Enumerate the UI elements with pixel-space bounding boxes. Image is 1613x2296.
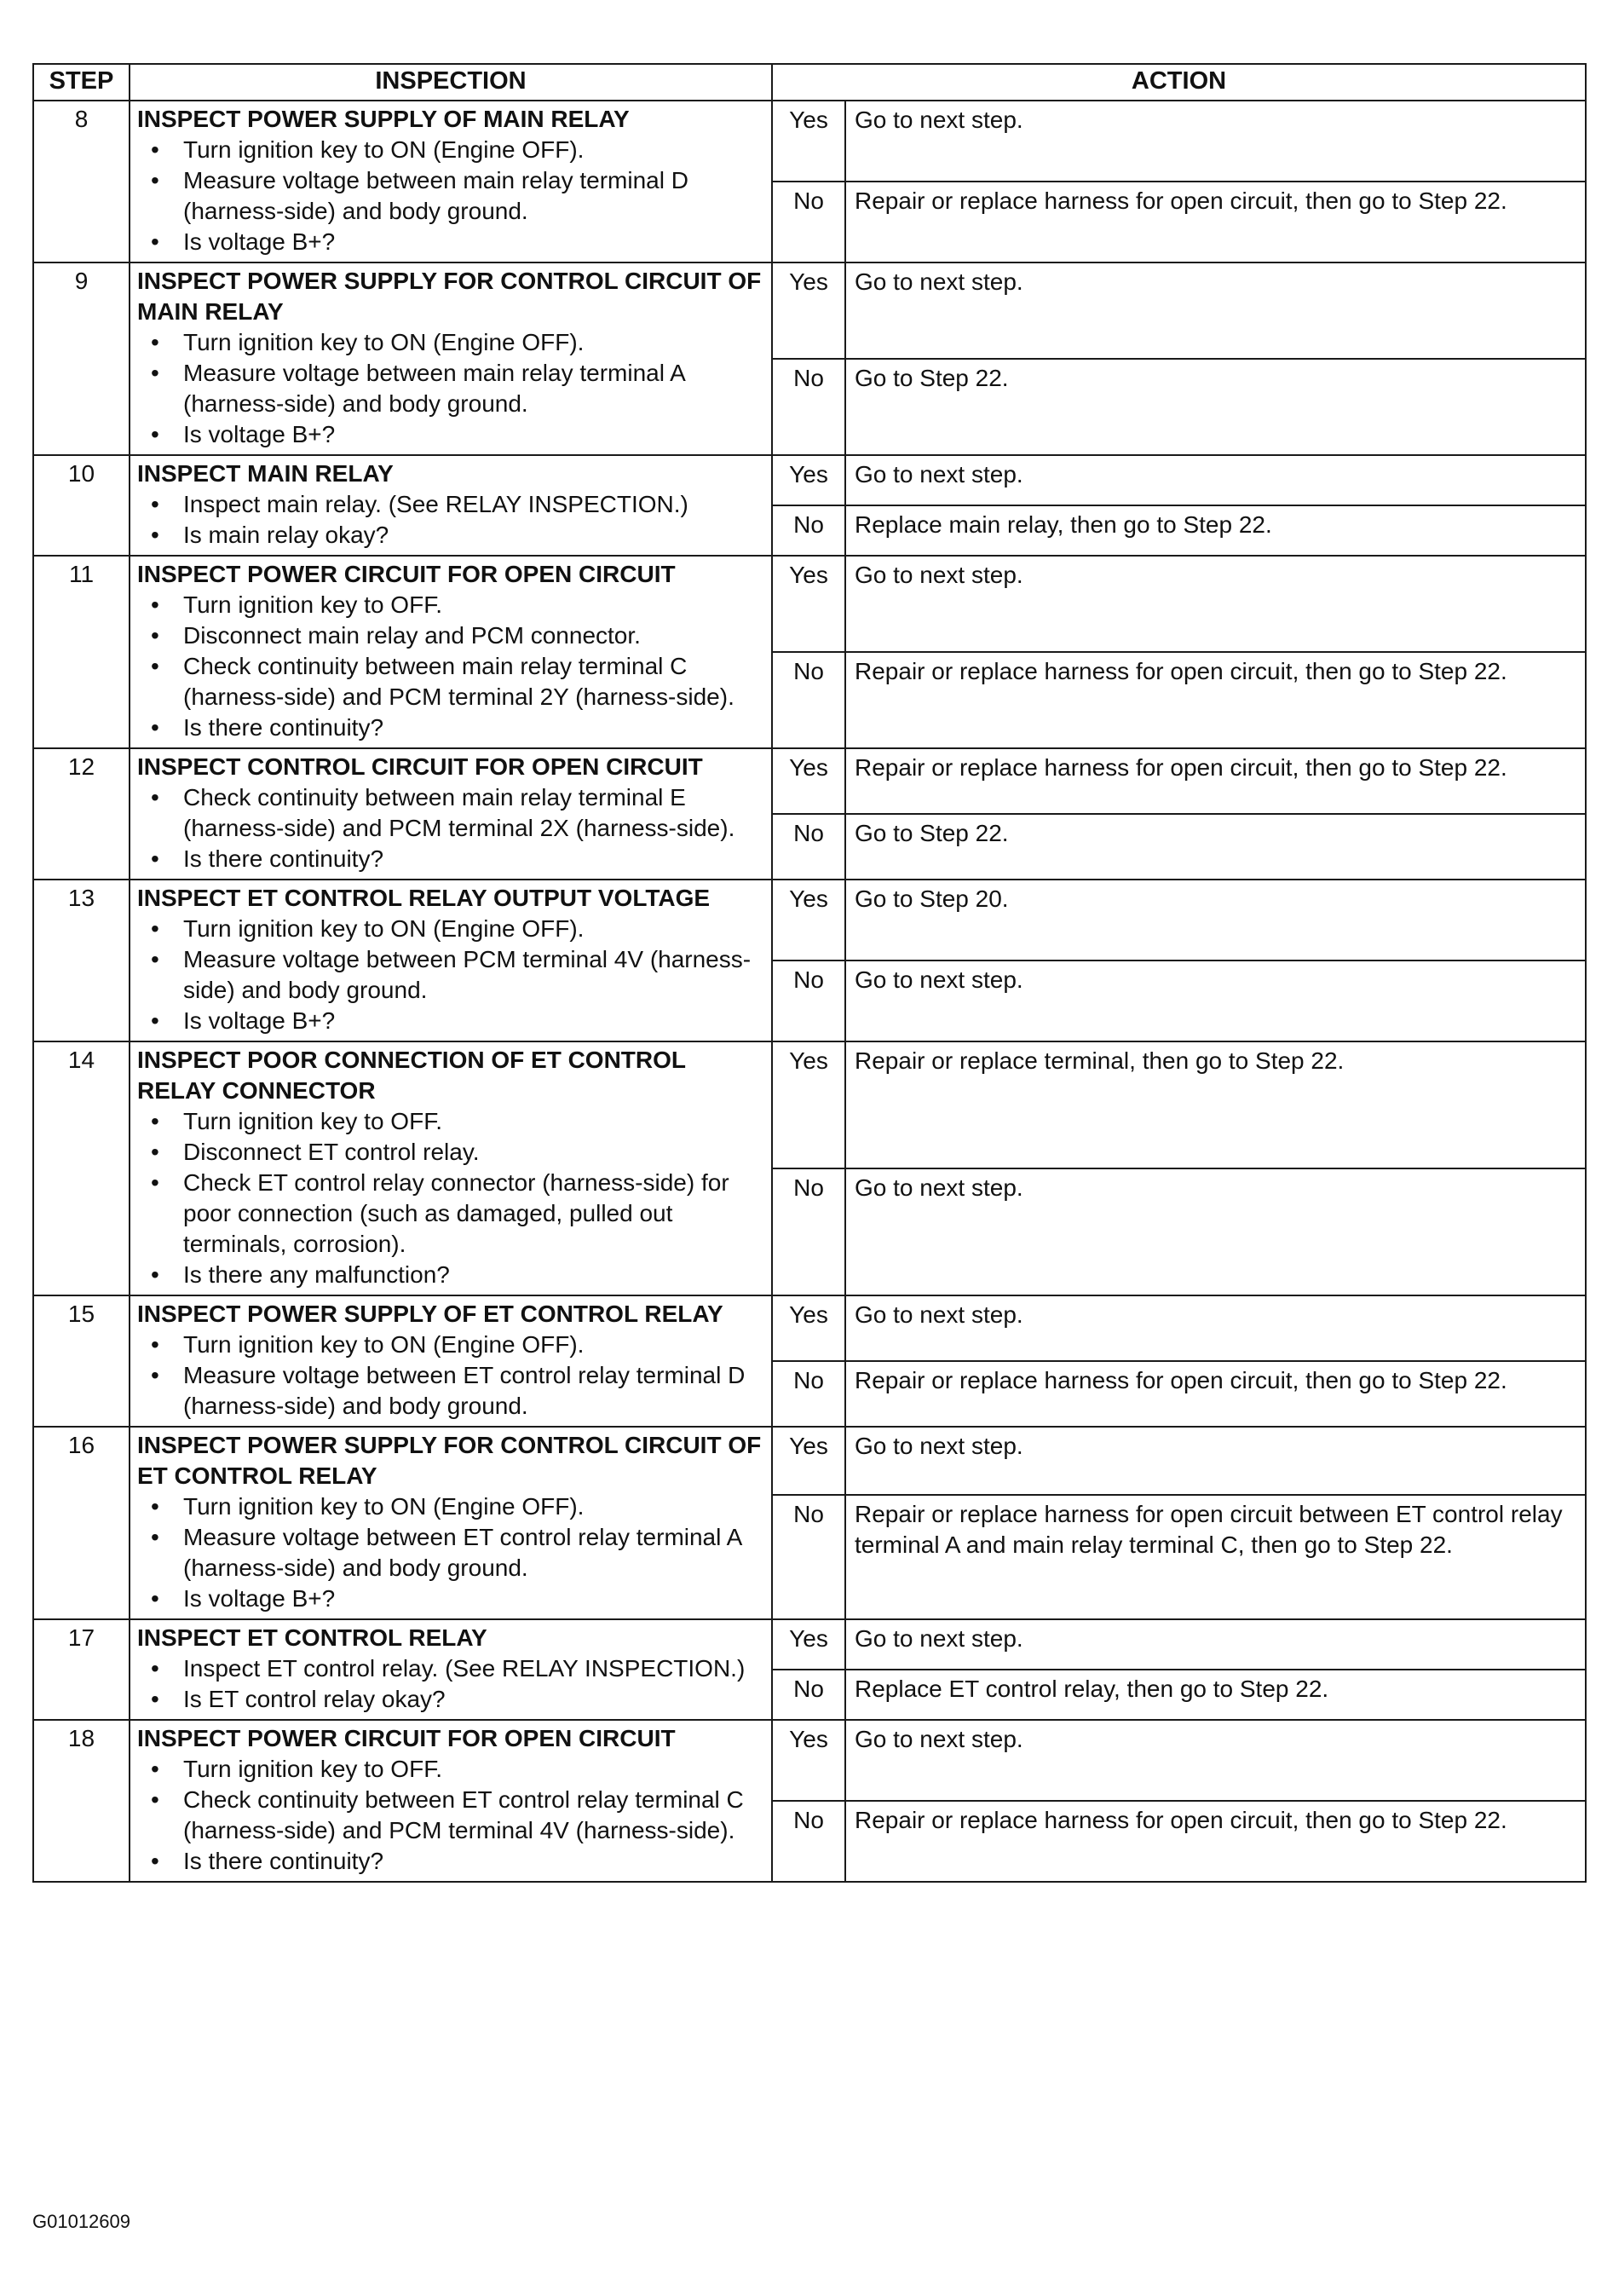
inspection-title: INSPECT POOR CONNECTION OF ET CONTROL RELAY CONNECTOR	[137, 1047, 686, 1104]
no-label: No	[772, 1168, 845, 1295]
no-action: Repair or replace harness for open circuit, then go to Step 22.	[845, 182, 1586, 262]
inspection-bullets	[137, 135, 764, 257]
inspection-bullet: • Is voltage B+?	[137, 1584, 764, 1614]
no-label: No	[772, 1495, 845, 1619]
inspection-cell	[130, 1427, 772, 1619]
yes-action: Go to next step.	[845, 1619, 1586, 1670]
table-row	[33, 1720, 1586, 1801]
yes-label: Yes	[772, 1295, 845, 1361]
inspection-cell	[130, 556, 772, 748]
inspection-sheet	[32, 63, 1585, 1883]
inspection-bullet: • Is main relay okay?	[137, 520, 764, 551]
no-action: Replace main relay, then go to Step 22.	[845, 505, 1586, 556]
inspection-bullet: • Is there continuity?	[137, 844, 764, 874]
inspection-bullet: • Is there continuity?	[137, 712, 764, 743]
inspection-title: INSPECT POWER CIRCUIT FOR OPEN CIRCUIT	[137, 1725, 676, 1751]
table-row	[33, 262, 1586, 359]
inspection-bullets	[137, 590, 764, 743]
inspection-title: INSPECT MAIN RELAY	[137, 460, 394, 487]
inspection-title: INSPECT POWER SUPPLY OF ET CONTROL RELAY	[137, 1301, 723, 1327]
table-row	[33, 1619, 1586, 1670]
inspection-title: INSPECT ET CONTROL RELAY	[137, 1624, 487, 1651]
no-action: Repair or replace harness for open circuit, then go to Step 22.	[845, 652, 1586, 748]
table-row	[33, 101, 1586, 182]
no-label: No	[772, 1801, 845, 1882]
inspection-bullet: • Measure voltage between ET control relay terminal D (harness-side) and body ground.	[137, 1360, 764, 1422]
table-row	[33, 880, 1586, 961]
inspection-bullet: • Inspect main relay. (See RELAY INSPECTION.)	[137, 489, 764, 520]
yes-label: Yes	[772, 455, 845, 505]
inspection-bullets	[137, 327, 764, 450]
step-header: STEP	[33, 64, 130, 101]
no-label: No	[772, 1361, 845, 1427]
step-number: 17	[33, 1619, 130, 1720]
inspection-bullet: • Check ET control relay connector (harness-side) for poor connection (such as damaged, pulled out terminals, corrosion).	[137, 1168, 764, 1260]
yes-label: Yes	[772, 1427, 845, 1495]
yes-label: Yes	[772, 880, 845, 961]
inspection-cell	[130, 262, 772, 455]
yes-label: Yes	[772, 1619, 845, 1670]
no-label: No	[772, 652, 845, 748]
table-row	[33, 748, 1586, 814]
table-row	[33, 556, 1586, 652]
step-number: 14	[33, 1041, 130, 1295]
inspection-bullet: • Disconnect ET control relay.	[137, 1137, 764, 1168]
inspection-cell	[130, 455, 772, 556]
inspection-bullet: • Turn ignition key to OFF.	[137, 1106, 764, 1137]
inspection-bullet: • Is voltage B+?	[137, 1006, 764, 1036]
table-body	[33, 101, 1586, 1882]
figure-code: G01012609	[32, 2211, 130, 2232]
inspection-table	[32, 63, 1587, 1883]
inspection-bullet: • Check continuity between main relay terminal E (harness-side) and PCM terminal 2X (harness-side).	[137, 782, 764, 844]
no-label: No	[772, 961, 845, 1041]
no-label: No	[772, 814, 845, 880]
inspection-cell	[130, 1619, 772, 1720]
header-row	[33, 64, 1586, 101]
yes-action: Go to next step.	[845, 1295, 1586, 1361]
step-number: 15	[33, 1295, 130, 1427]
step-number: 16	[33, 1427, 130, 1619]
inspection-bullet: • Measure voltage between ET control relay terminal A (harness-side) and body ground.	[137, 1522, 764, 1584]
inspection-bullet: • Turn ignition key to OFF.	[137, 590, 764, 620]
no-action: Go to next step.	[845, 961, 1586, 1041]
inspection-bullet: • Check continuity between main relay terminal C (harness-side) and PCM terminal 2Y (harness-side).	[137, 651, 764, 712]
inspection-title: INSPECT POWER SUPPLY FOR CONTROL CIRCUIT OF MAIN RELAY	[137, 268, 762, 325]
inspection-bullets	[137, 1754, 764, 1877]
no-label: No	[772, 182, 845, 262]
yes-label: Yes	[772, 748, 845, 814]
inspection-bullet: • Turn ignition key to OFF.	[137, 1754, 764, 1785]
inspection-bullet: • Is there any malfunction?	[137, 1260, 764, 1290]
inspection-title: INSPECT POWER SUPPLY OF MAIN RELAY	[137, 106, 630, 132]
yes-action: Go to next step.	[845, 101, 1586, 182]
inspection-title: INSPECT CONTROL CIRCUIT FOR OPEN CIRCUIT	[137, 753, 703, 780]
inspection-bullets	[137, 1653, 764, 1715]
inspection-bullet: • Turn ignition key to ON (Engine OFF).	[137, 135, 764, 165]
no-action: Repair or replace harness for open circuit between ET control relay terminal A and main relay terminal C, then go to Step 22.	[845, 1495, 1586, 1619]
step-number: 11	[33, 556, 130, 748]
inspection-bullet: • Disconnect main relay and PCM connector.	[137, 620, 764, 651]
inspection-bullets	[137, 1330, 764, 1422]
step-number: 18	[33, 1720, 130, 1882]
no-action: Repair or replace harness for open circuit, then go to Step 22.	[845, 1801, 1586, 1882]
inspection-header: INSPECTION	[130, 64, 772, 101]
inspection-bullet: • Is there continuity?	[137, 1846, 764, 1877]
no-label: No	[772, 505, 845, 556]
inspection-bullets	[137, 914, 764, 1036]
inspection-bullet: • Measure voltage between main relay terminal A (harness-side) and body ground.	[137, 358, 764, 419]
step-number: 9	[33, 262, 130, 455]
inspection-bullet: • Measure voltage between main relay terminal D (harness-side) and body ground.	[137, 165, 764, 227]
yes-action: Go to next step.	[845, 262, 1586, 359]
inspection-cell	[130, 1720, 772, 1882]
table-row	[33, 1041, 1586, 1168]
inspection-bullet: • Inspect ET control relay. (See RELAY INSPECTION.)	[137, 1653, 764, 1684]
inspection-bullets	[137, 782, 764, 874]
inspection-bullets	[137, 489, 764, 551]
inspection-bullet: • Turn ignition key to ON (Engine OFF).	[137, 1491, 764, 1522]
inspection-bullet: • Turn ignition key to ON (Engine OFF).	[137, 327, 764, 358]
inspection-bullets	[137, 1491, 764, 1614]
yes-action: Go to next step.	[845, 1720, 1586, 1801]
inspection-bullets	[137, 1106, 764, 1290]
inspection-bullet: • Turn ignition key to ON (Engine OFF).	[137, 1330, 764, 1360]
step-number: 10	[33, 455, 130, 556]
inspection-cell	[130, 1041, 772, 1295]
yes-action: Repair or replace harness for open circuit, then go to Step 22.	[845, 748, 1586, 814]
inspection-bullet: • Is ET control relay okay?	[137, 1684, 764, 1715]
no-action: Go to next step.	[845, 1168, 1586, 1295]
inspection-title: INSPECT POWER CIRCUIT FOR OPEN CIRCUIT	[137, 561, 676, 587]
no-action: Replace ET control relay, then go to Step 22.	[845, 1670, 1586, 1720]
yes-action: Go to Step 20.	[845, 880, 1586, 961]
step-number: 12	[33, 748, 130, 880]
yes-action: Go to next step.	[845, 1427, 1586, 1495]
no-action: Go to Step 22.	[845, 814, 1586, 880]
yes-action: Repair or replace terminal, then go to Step 22.	[845, 1041, 1586, 1168]
yes-label: Yes	[772, 101, 845, 182]
inspection-title: INSPECT POWER SUPPLY FOR CONTROL CIRCUIT OF ET CONTROL RELAY	[137, 1432, 762, 1489]
no-label: No	[772, 359, 845, 455]
no-action: Repair or replace harness for open circuit, then go to Step 22.	[845, 1361, 1586, 1427]
inspection-cell	[130, 880, 772, 1041]
inspection-bullet: • Is voltage B+?	[137, 419, 764, 450]
inspection-bullet: • Check continuity between ET control relay terminal C (harness-side) and PCM terminal 4V (harness-side).	[137, 1785, 764, 1846]
table-row	[33, 1427, 1586, 1495]
step-number: 8	[33, 101, 130, 262]
inspection-cell	[130, 101, 772, 262]
no-action: Go to Step 22.	[845, 359, 1586, 455]
yes-label: Yes	[772, 556, 845, 652]
inspection-bullet: • Turn ignition key to ON (Engine OFF).	[137, 914, 764, 944]
yes-action: Go to next step.	[845, 556, 1586, 652]
table-row	[33, 455, 1586, 505]
inspection-bullet: • Measure voltage between PCM terminal 4V (harness-side) and body ground.	[137, 944, 764, 1006]
step-number: 13	[33, 880, 130, 1041]
inspection-cell	[130, 748, 772, 880]
yes-label: Yes	[772, 1720, 845, 1801]
yes-label: Yes	[772, 262, 845, 359]
inspection-title: INSPECT ET CONTROL RELAY OUTPUT VOLTAGE	[137, 885, 711, 911]
inspection-bullet: • Is voltage B+?	[137, 227, 764, 257]
action-header: ACTION	[772, 64, 1586, 101]
inspection-cell	[130, 1295, 772, 1427]
table-row	[33, 1295, 1586, 1361]
yes-label: Yes	[772, 1041, 845, 1168]
no-label: No	[772, 1670, 845, 1720]
yes-action: Go to next step.	[845, 455, 1586, 505]
